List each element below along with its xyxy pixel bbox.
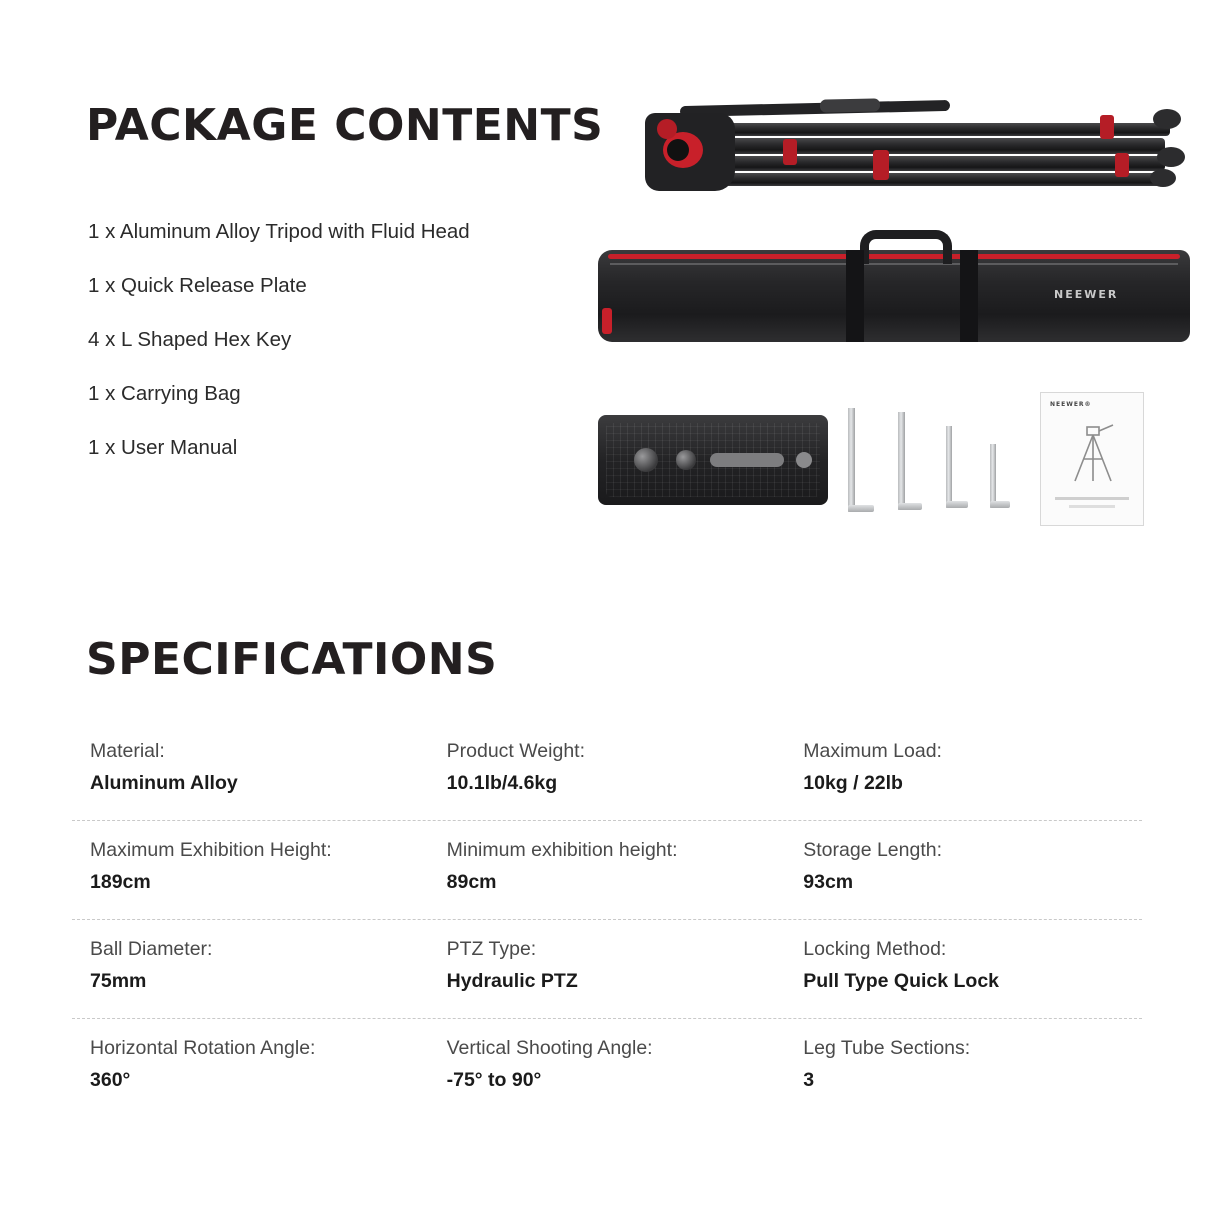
list-item: 1 x Aluminum Alloy Tripod with Fluid Head xyxy=(88,220,470,243)
manual-logo: NEEWER® xyxy=(1050,401,1092,408)
spec-value: 89cm xyxy=(446,871,497,893)
leg-lock-clamp xyxy=(1115,153,1129,177)
bag-handle xyxy=(860,230,952,264)
plate-hole xyxy=(796,452,812,468)
hex-key-short-arm xyxy=(848,505,874,512)
spec-cell xyxy=(72,835,429,899)
spec-value: 3 xyxy=(803,1069,815,1091)
user-manual-image xyxy=(1040,392,1144,526)
spec-cell xyxy=(72,1033,429,1097)
spec-label: Product Weight: xyxy=(446,740,586,762)
plate-screw xyxy=(676,450,696,470)
product-images xyxy=(580,80,1180,550)
fluid-head-center xyxy=(667,139,689,161)
list-item: 1 x User Manual xyxy=(88,436,238,459)
list-item: 1 x Quick Release Plate xyxy=(88,274,307,297)
hex-key xyxy=(990,444,996,508)
leg-lock-clamp xyxy=(873,150,889,180)
fluid-head-red-knob xyxy=(657,119,677,139)
tripod-leg-tube xyxy=(705,138,1165,154)
bag-strap-band xyxy=(960,250,978,342)
spec-label: Leg Tube Sections: xyxy=(803,1037,971,1059)
manual-subtitle-line xyxy=(1069,505,1115,508)
tripod-foot xyxy=(1150,169,1176,187)
table-row xyxy=(72,920,1142,1019)
spec-label: Horizontal Rotation Angle: xyxy=(90,1037,316,1059)
leg-lock-clamp xyxy=(1100,115,1114,139)
manual-tripod-illustration xyxy=(1063,423,1123,485)
specifications-table xyxy=(72,722,1142,1117)
bag-logo: NEEWER xyxy=(1054,288,1119,301)
spec-value: Hydraulic PTZ xyxy=(446,970,578,992)
table-row xyxy=(72,722,1142,821)
spec-value: -75° to 90° xyxy=(446,1069,542,1091)
bag-strap-band xyxy=(846,250,864,342)
spec-value: 10kg / 22lb xyxy=(803,772,903,794)
spec-cell xyxy=(785,736,1142,800)
spec-label: Material: xyxy=(90,740,165,762)
bag-zipper-pull xyxy=(602,308,612,334)
spec-label: Vertical Shooting Angle: xyxy=(446,1037,653,1059)
plate-screw xyxy=(634,448,658,472)
hex-keys-image xyxy=(840,402,1030,517)
pan-handle-grip xyxy=(820,98,880,112)
folded-tripod-image xyxy=(605,95,1180,205)
spec-label: Ball Diameter: xyxy=(90,938,213,960)
spec-value: Pull Type Quick Lock xyxy=(803,970,1000,992)
hex-key-short-arm xyxy=(946,501,968,508)
spec-value: 93cm xyxy=(803,871,854,893)
tripod-leg-tube xyxy=(725,173,1165,186)
spec-value: Aluminum Alloy xyxy=(90,772,238,794)
spec-value: 75mm xyxy=(90,970,147,992)
spec-value: 189cm xyxy=(90,871,151,893)
spec-cell xyxy=(429,934,786,998)
spec-label: Maximum Load: xyxy=(803,740,942,762)
specifications-title: SPECIFICATIONS xyxy=(86,634,498,685)
table-row xyxy=(72,821,1142,920)
tripod-foot xyxy=(1157,147,1185,167)
package-contents-title: PACKAGE CONTENTS xyxy=(86,100,604,151)
spec-cell xyxy=(785,835,1142,899)
leg-lock-clamp xyxy=(783,139,797,165)
spec-label: PTZ Type: xyxy=(446,938,537,960)
spec-label: Storage Length: xyxy=(803,839,943,861)
plate-slot xyxy=(710,453,784,467)
spec-cell xyxy=(429,736,786,800)
hex-key-short-arm xyxy=(898,503,922,510)
hex-key xyxy=(848,408,855,512)
spec-label: Locking Method: xyxy=(803,938,947,960)
hex-key xyxy=(898,412,905,510)
spec-value: 10.1lb/4.6kg xyxy=(446,772,558,794)
spec-cell xyxy=(72,736,429,800)
spec-cell xyxy=(785,934,1142,998)
carrying-bag-image xyxy=(598,230,1190,350)
spec-cell xyxy=(72,934,429,998)
spec-cell xyxy=(785,1033,1142,1097)
list-item: 4 x L Shaped Hex Key xyxy=(88,328,292,351)
package-contents-list xyxy=(88,205,528,475)
spec-cell xyxy=(429,1033,786,1097)
spec-cell xyxy=(429,835,786,899)
spec-label: Minimum exhibition height: xyxy=(446,839,678,861)
list-item: 1 x Carrying Bag xyxy=(88,382,241,405)
spec-value: 360° xyxy=(90,1069,131,1091)
spec-label: Maximum Exhibition Height: xyxy=(90,839,332,861)
hex-key xyxy=(946,426,952,508)
tripod-foot xyxy=(1153,109,1181,129)
quick-release-plate-image xyxy=(598,415,828,505)
manual-title-line xyxy=(1055,497,1129,500)
table-row xyxy=(72,1019,1142,1117)
hex-key-short-arm xyxy=(990,501,1010,508)
